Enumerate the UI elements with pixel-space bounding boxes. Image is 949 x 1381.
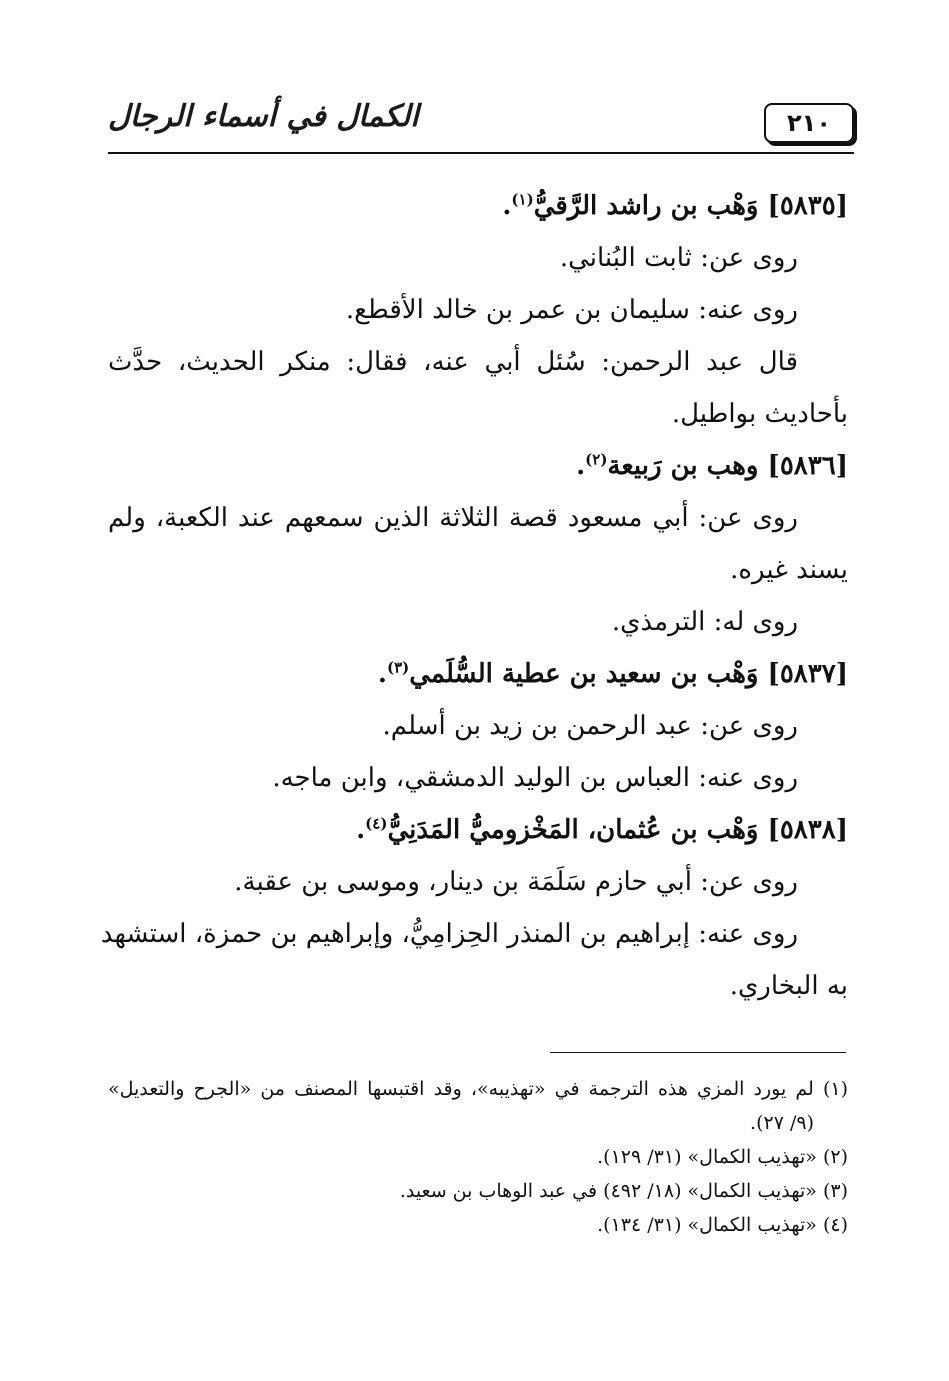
header-rule: [108, 152, 854, 154]
entry-line: قال عبد الرحمن: سُئل أبي عنه، فقال: منكر الحديث، حدَّث: [108, 347, 798, 377]
page-number: ٢١٠: [764, 103, 854, 143]
footnote: (٢) «تهذيب الكمال» (٣١/ ١٢٩).: [597, 1146, 848, 1168]
entry-line: روى عن: أبي حازم سَلَمَة بن دينار، وموسى بن عقبة.: [234, 867, 798, 897]
running-title: الكمال في أسماء الرجال: [108, 99, 419, 134]
entry-line: روى عن: ثابت البُناني.: [559, 243, 798, 273]
page-header: [108, 95, 854, 155]
entry-heading: [٥٨٣٨] وَهْب بن عُثمان، المَخْزوميُّ المَدَنِيُّ$^{(٤)}$.: [356, 814, 848, 845]
footnote: (٣) «تهذيب الكمال» (١٨/ ٤٩٢) في عبد الوهاب بن سعيد.: [399, 1180, 848, 1202]
entry-line: روى عنه: إبراهيم بن المنذر الحِزامِيُّ، وإبراهيم بن حمزة، استشهد: [100, 919, 798, 949]
entry-line: روى عن: أبي مسعود قصة الثلاثة الذين سمعهم عند الكعبة، ولم: [108, 503, 798, 533]
footnote-ref: (٤): [365, 814, 388, 833]
entry-heading: [٥٨٣٦] وهب بن رَبيعة$^{(٢)}$.: [576, 450, 848, 481]
entry-line: روى عن: عبد الرحمن بن زيد بن أسلم.: [382, 711, 798, 741]
footnote-continuation: (٩/ ٢٧).: [750, 1112, 814, 1134]
entry-heading: [٥٨٣٧] وَهْب بن سعيد بن عطية السُّلَمي$^{(٣)}$.: [377, 658, 848, 689]
entry-line: يسند غيره.: [730, 555, 848, 585]
entry-line: به البخاري.: [729, 971, 848, 1001]
footnotes: [108, 1072, 848, 1242]
footnote-ref: (٣): [386, 658, 410, 677]
entry-line: روى عنه: سليمان بن عمر بن خالد الأقطع.: [345, 295, 798, 325]
footnote-ref: (١): [511, 190, 534, 209]
entry-line: بأحاديث بواطيل.: [671, 399, 848, 429]
footnote-rule: [550, 1052, 846, 1053]
footnote: (١) لم يورد المزي هذه الترجمة في «تهذيبه»، وقد اقتبسها المصنف من «الجرح والتعديل»: [108, 1078, 848, 1100]
entry-line: روى عنه: العباس بن الوليد الدمشقي، وابن ماجه.: [272, 763, 798, 793]
page-body: [100, 180, 848, 1012]
entry-line: روى له: الترمذي.: [611, 607, 798, 637]
footnote: (٤) «تهذيب الكمال» (٣١/ ١٣٤).: [597, 1214, 848, 1236]
entry-heading: [٥٨٣٥] وَهْب بن راشد الرَّقيُّ$^{(١)}$.: [502, 190, 848, 221]
footnote-ref: (٢): [585, 450, 608, 469]
